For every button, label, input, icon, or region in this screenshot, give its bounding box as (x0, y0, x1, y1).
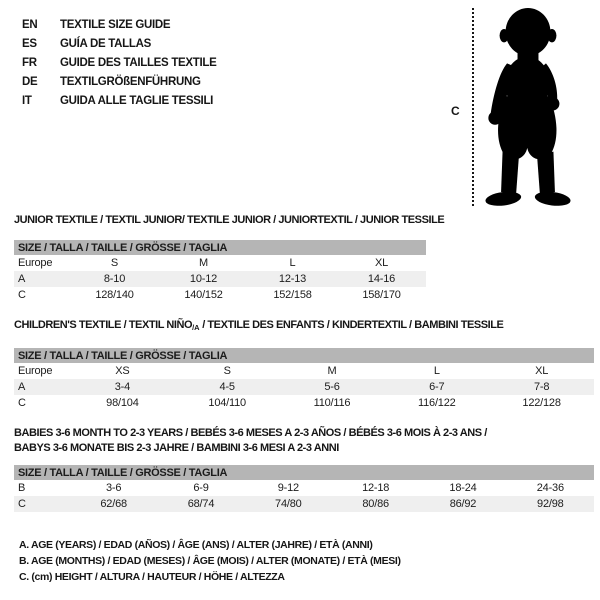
row-label: Europe (18, 257, 53, 269)
language-code: IT (22, 95, 32, 107)
size-header-bar: SIZE / TALLA / TAILLE / GRÖSSE / TAGLIA (14, 348, 594, 363)
language-title: GUIDE DES TAILLES TEXTILE (60, 57, 217, 69)
row-label: C (18, 498, 26, 510)
size-header-bar: SIZE / TALLA / TAILLE / GRÖSSE / TAGLIA (14, 240, 426, 255)
table-row-height (14, 287, 426, 303)
size-cell: 3-4 (114, 381, 131, 393)
language-title: GUIDA ALLE TAGLIE TESSILI (60, 95, 214, 107)
size-cell: 6-7 (429, 381, 445, 393)
legend-note-a: A. AGE (YEARS) / EDAD (AÑOS) / ÂGE (ANS) / ALTER (JAHRE) / ETÀ (ANNI) (19, 539, 373, 551)
children-title-pre: CHILDREN'S TEXTILE / TEXTIL NIÑO (14, 319, 193, 331)
babies-size-table (14, 465, 594, 512)
table-row-months (14, 480, 594, 496)
size-cell: S (110, 257, 119, 269)
table-row-europe (14, 363, 594, 379)
size-cell: 80/86 (362, 498, 389, 510)
size-cell: 3-6 (106, 482, 122, 494)
language-code: FR (22, 57, 37, 69)
language-list (22, 16, 217, 111)
size-cell: 6-9 (193, 482, 209, 494)
size-cell: L (433, 365, 440, 377)
size-cell: M (327, 365, 337, 377)
junior-size-table (14, 240, 426, 303)
language-code: EN (22, 19, 38, 31)
row-label: B (18, 482, 26, 494)
size-cell: 18-24 (449, 482, 477, 494)
children-table-title (14, 318, 594, 335)
junior-textile-section (14, 213, 445, 303)
size-cell: 128/140 (95, 289, 134, 301)
size-cell: M (199, 257, 208, 269)
baby-silhouette-icon (483, 5, 573, 207)
language-code: DE (22, 76, 38, 88)
size-cell: 152/158 (273, 289, 312, 301)
language-row-es (22, 35, 217, 54)
table-row-height (14, 496, 594, 512)
junior-table-title: JUNIOR TEXTILE / TEXTIL JUNIOR/ TEXTILE JUNIOR / JUNIORTEXTIL / JUNIOR TESSILE (14, 214, 445, 226)
babies-table-title-line2: BABYS 3-6 MONATE BIS 2-3 JAHRE / BAMBINI 3-6 MESI A 2-3 ANNI (14, 442, 339, 454)
row-label: C (18, 289, 26, 301)
size-cell: 24-36 (536, 482, 564, 494)
size-cell: 116/122 (418, 397, 456, 409)
size-cell: 104/110 (208, 397, 246, 409)
size-cell: 122/128 (522, 397, 561, 409)
language-title: TEXTILE SIZE GUIDE (60, 19, 171, 31)
size-cell: S (223, 365, 231, 377)
size-cell: 4-5 (219, 381, 235, 393)
size-cell: XL (374, 257, 389, 269)
legend-note-b: B. AGE (MONTHS) / EDAD (MESES) / ÂGE (MOIS) / ALTER (MONATE) / ETÀ (MESI) (19, 555, 401, 567)
legend-note-c: C. (cm) HEIGHT / ALTURA / HAUTEUR / HÖHE / ALTEZZA (19, 571, 285, 583)
row-label: A (18, 381, 26, 393)
size-cell: 74/80 (275, 498, 302, 510)
babies-table-title-line1: BABIES 3-6 MONTH TO 2-3 YEARS / BEBÉS 3-6 MESES A 2-3 AÑOS / BÉBÉS 3-6 MOIS À 2-3 ANS / (14, 427, 487, 439)
size-cell: XL (535, 365, 549, 377)
table-row-height (14, 395, 594, 411)
language-row-en (22, 16, 217, 35)
language-row-fr (22, 54, 217, 73)
size-cell: 158/170 (362, 289, 401, 301)
language-code: ES (22, 38, 37, 50)
size-cell: 92/98 (537, 498, 564, 510)
height-dashed-line-icon (472, 8, 474, 206)
size-cell: 98/104 (106, 397, 139, 409)
size-cell: 14-16 (367, 273, 396, 285)
size-cell: 7-8 (533, 381, 550, 393)
table-row-age (14, 379, 594, 395)
language-title: GUÍA DE TALLAS (60, 38, 151, 50)
row-label: C (18, 397, 26, 409)
size-cell: 110/116 (313, 397, 351, 409)
row-label: A (18, 273, 26, 285)
language-row-de (22, 73, 217, 92)
size-cell: 86/92 (449, 498, 477, 510)
size-cell: 8-10 (103, 273, 126, 285)
size-cell: 140/152 (184, 289, 223, 301)
height-measure-label: C (451, 104, 460, 118)
size-cell: 62/68 (100, 498, 127, 510)
children-title-post: / TEXTILE DES ENFANTS / KINDERTEXTIL / BAMBINI TESSILE (199, 319, 504, 331)
babies-textile-section (14, 426, 594, 512)
table-row-age (14, 271, 426, 287)
size-cell: 12-13 (278, 273, 307, 285)
size-cell: 5-6 (324, 381, 340, 393)
table-row-europe (14, 255, 426, 271)
legend-notes (19, 537, 401, 585)
size-header-bar: SIZE / TALLA / TAILLE / GRÖSSE / TAGLIA (14, 465, 594, 480)
size-cell: XS (115, 365, 130, 377)
size-cell: 10-12 (189, 273, 218, 285)
size-cell: L (289, 257, 296, 269)
row-label: Europe (18, 365, 53, 377)
language-row-it (22, 92, 217, 111)
language-title: TEXTILGRÖßENFÜHRUNG (60, 76, 201, 88)
children-title-subscript: /A (192, 323, 200, 332)
size-cell: 68/74 (187, 498, 215, 510)
size-cell: 9-12 (277, 482, 299, 494)
children-textile-section (14, 318, 594, 411)
children-size-table (14, 348, 594, 411)
size-cell: 12-18 (362, 482, 390, 494)
